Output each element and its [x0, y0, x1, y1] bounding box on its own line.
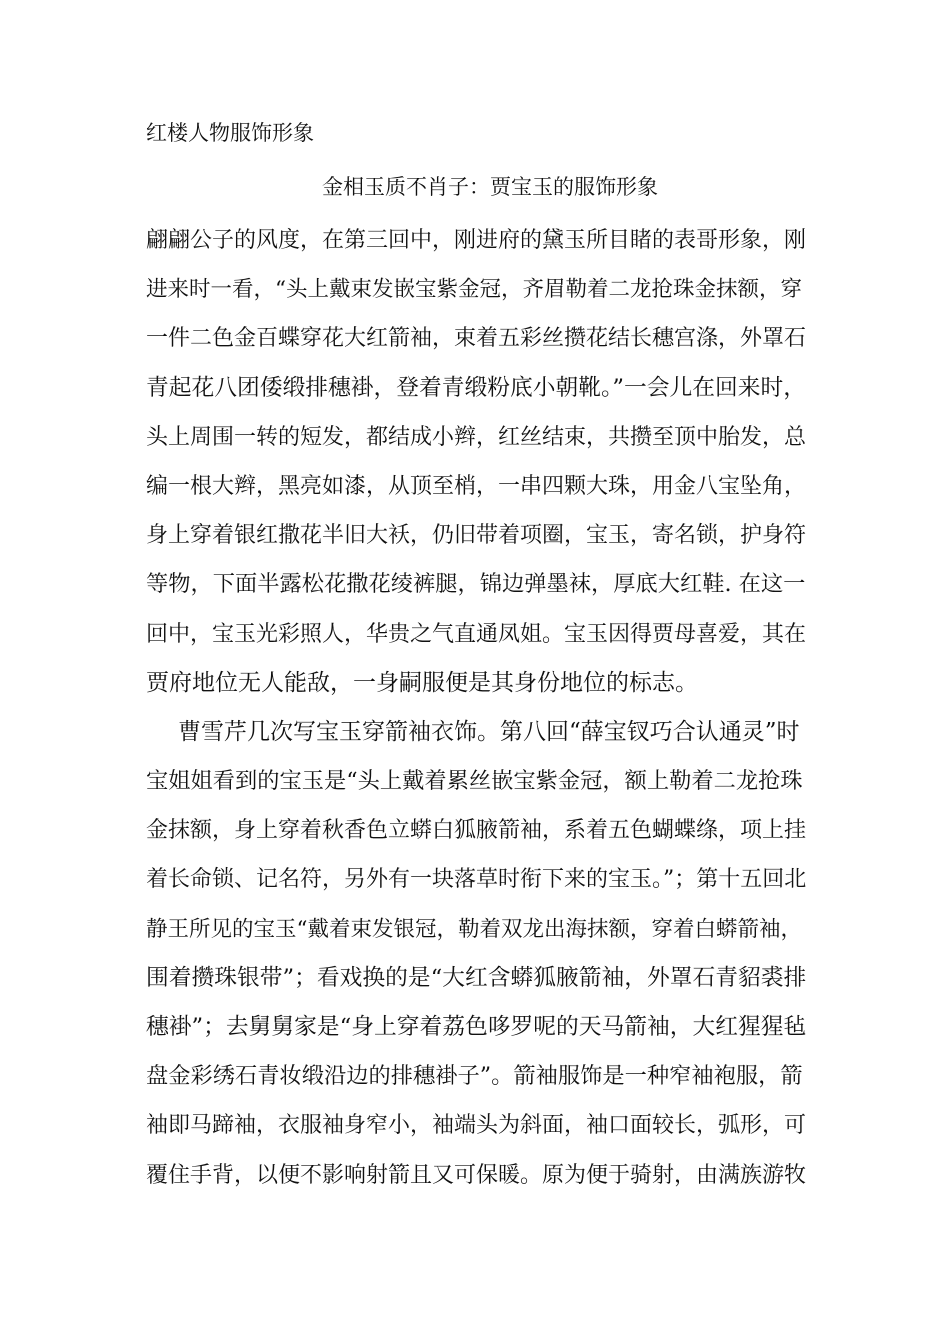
text-line: 一件二色金百蝶穿花大红箭袖，束着五彩丝攒花结长穗宫涤，外罩石 — [146, 326, 807, 352]
text-line: 回中，宝玉光彩照人，华贵之气直通凤姐。宝玉因得贾母喜爱，其在 — [146, 621, 807, 647]
text-line: 围着攒珠银带”；看戏换的是“大红含蟒狐腋箭袖，外罩石青貂裘排 — [146, 964, 807, 991]
text-line: 进来时一看，“头上戴束发嵌宝紫金冠，齐眉勒着二龙抢珠金抹额，穿 — [146, 277, 802, 303]
text-line: 编一根大辫，黑亮如漆，从顶至梢，一串四颗大珠，用金八宝坠角， — [146, 473, 807, 499]
text-line: 覆住手背，以便不影响射箭且又可保暖。原为便于骑射，由满族游牧 — [146, 1162, 807, 1188]
text-line: 贾府地位无人能敌，一身嗣服便是其身份地位的标志。 — [146, 669, 698, 696]
body-text — [146, 216, 806, 1200]
text-line: 等物，下面半露松花撒花绫裤腿，锦边弹墨袜，厚底大红鞋. 在这一 — [146, 571, 806, 598]
text-line: 曹雪芹几次写宝玉穿箭袖衣饰。第八回“薛宝钗巧合认通灵”时 — [178, 718, 800, 745]
text-line: 盘金彩绣石青妆缎沿边的排穗褂子”。箭袖服饰是一种窄袖袍服，箭 — [146, 1063, 803, 1090]
text-line: 袖即马蹄袖，衣服袖身窄小，袖端头为斜面，袖口面较长，弧形，可 — [146, 1113, 807, 1139]
document-title: 红楼人物服饰形象 — [146, 121, 314, 145]
text-line: 穗褂”；去舅舅家是“身上穿着荔色哆罗呢的天马箭袖，大红猩猩毡 — [146, 1014, 807, 1040]
text-line: 头上周围一转的短发，都结成小辫，红丝结束，共攒至顶中胎发，总 — [146, 424, 807, 450]
section-heading: 金相玉质不肖子：贾宝玉的服饰形象 — [322, 175, 658, 199]
text-line: 翩翩公子的风度，在第三回中，刚进府的黛玉所目睹的表哥形象，刚 — [146, 228, 807, 253]
text-line: 身上穿着银红撒花半旧大袄，仍旧带着项圈，宝玉，寄名锁，护身符 — [146, 523, 807, 549]
text-line: 着长命锁、记名符，另外有一块落草时衔下来的宝玉。”；第十五回北 — [146, 867, 807, 893]
text-line: 青起花八团倭缎排穗褂，登着青缎粉底小朝靴。”一会儿在回来时， — [146, 374, 807, 401]
text-line: 静王所见的宝玉“戴着束发银冠，勒着双龙出海抹额，穿着白蟒箭袖， — [146, 916, 802, 942]
text-line: 金抹额，身上穿着秋香色立蟒白狐腋箭袖，系着五色蝴蝶绦，项上挂 — [146, 818, 807, 844]
text-line: 宝姐姐看到的宝玉是“头上戴着累丝嵌宝紫金冠，额上勒着二龙抢珠 — [146, 768, 803, 795]
